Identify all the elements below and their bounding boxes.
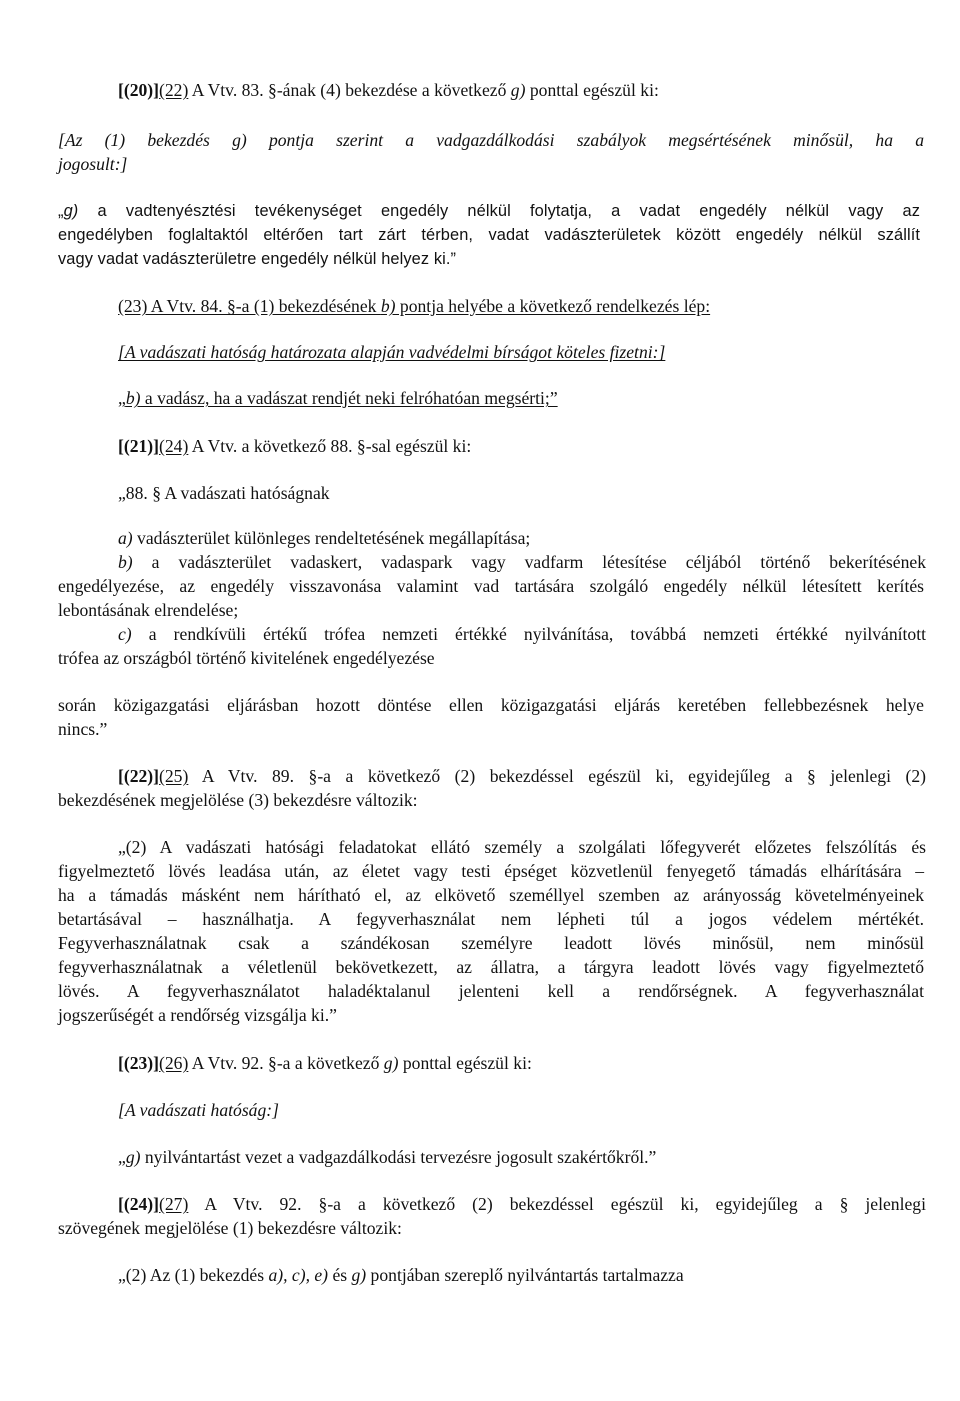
section-89-2: lövés. A fegyverhasználatot haladéktalanul jelenteni kell a rendőrségnek. A fegyverhasználat — [58, 981, 924, 1001]
deleted-number: [(22)] — [118, 766, 160, 786]
context-line-inserted: [A vadászati hatóság határozata alapján vadvédelmi bírságot köteles fizetni:] — [118, 342, 666, 362]
point-b: engedélyezése, az engedély visszavonása valamint vad tartására szolgáló engedély nélkül létesített kerítés — [58, 576, 924, 596]
section-89-2: ha a támadás másként nem hárítható el, az elkövető személlyel szemben az arányosság követelményeinek — [58, 885, 924, 905]
section-88-intro: „88. § A vadászati hatóságnak — [118, 483, 330, 503]
quoted-provision: „g) a vadtenyésztési tevékenységet engedély nélkül folytatja, a vadat engedély nélkül vagy az — [58, 202, 920, 220]
context-line: [A vadászati hatóság:] — [118, 1100, 279, 1120]
quoted-provision: engedélyben foglaltaktól eltérően tart zárt térben, vadat vadászterületek között engedély nélkül szállít — [58, 226, 920, 244]
inserted-number: (26) — [159, 1053, 189, 1073]
inserted-number: (24) — [159, 436, 189, 456]
amendment-22: [(22)](25) A Vtv. 89. §-a a következő (2) bekezdéssel egészül ki, egyidejűleg a § jelenlegi (2) — [118, 766, 926, 786]
section-89-2: fegyverhasználatnak a véletlenül bekövetkezett, az állatra, a tárgyra leadott lövés vagy figyelmeztető — [58, 957, 924, 977]
amendment-20: [(20)](22) A Vtv. 83. §-ának (4) bekezdése a következő g) ponttal egészül ki: — [118, 80, 659, 100]
point-c: c) a rendkívüli értékű trófea nemzeti értékké nyilvánítása, továbbá nemzeti értékké nyilvánított — [118, 624, 926, 644]
section-88-closing: nincs.” — [58, 719, 108, 739]
section-89-2: jogszerűségét a rendőrség vizsgálja ki.” — [58, 1005, 337, 1025]
amendment-24: szövegének megjelölése (1) bekezdésre változik: — [58, 1218, 402, 1238]
quoted-provision-inserted: „b) a vadász, ha a vadászat rendjét neki felróhatóan megsérti;” — [118, 388, 558, 408]
deleted-number: [(20)] — [118, 80, 160, 100]
point-b: lebontásának elrendelése; — [58, 600, 239, 620]
amendment-23-92: [(23)](26) A Vtv. 92. §-a a következő g) ponttal egészül ki: — [118, 1053, 532, 1073]
quoted-provision: „g) nyilvántartást vezet a vadgazdálkodási tervezésre jogosult szakértőkről.” — [118, 1147, 657, 1167]
inserted-number: (25) — [159, 766, 189, 786]
amendment-23: (23) A Vtv. 84. §-a (1) bekezdésének b) pontja helyébe a következő rendelkezés lép: — [118, 296, 711, 316]
section-92-2: „(2) Az (1) bekezdés a), c), e) és g) pontjában szereplő nyilvántartás tartalmazza — [118, 1265, 684, 1285]
section-89-2: figyelmeztető lövés leadása után, az életet vagy testi épséget közvetlenül fenyegető támadás elhárítására – — [58, 861, 924, 881]
quoted-provision: vagy vadat vadászterületre engedély nélkül helyez ki.” — [58, 250, 457, 268]
amendment-21: [(21)](24) A Vtv. a következő 88. §-sal egészül ki: — [118, 436, 472, 456]
section-89-2: Fegyverhasználatnak csak a szándékosan személyre leadott lövés minősül, nem minősül — [58, 933, 924, 953]
deleted-number: [(23)] — [118, 1053, 160, 1073]
amendment-22: bekezdésének megjelölése (3) bekezdésre változik: — [58, 790, 418, 810]
point-b: b) a vadászterület vadaskert, vadaspark vagy vadfarm létesítése céljából történő bekerítésének — [118, 552, 926, 572]
section-89-2: „(2) A vadászati hatósági feladatokat ellátó személy a szolgálati lőfegyverét előzetes felszólítás és — [118, 837, 926, 857]
section-88-closing: során közigazgatási eljárásban hozott döntése ellen közigazgatási eljárás keretében fellebbezésnek helye — [58, 695, 924, 715]
deleted-number: [(21)] — [118, 436, 160, 456]
context-line: [Az (1) bekezdés g) pontja szerint a vadgazdálkodási szabályok megsértésének minősül, ha a — [58, 130, 924, 150]
section-89-2: betartásával – használhatja. A fegyverhasználat nem lépheti túl a jogos védelem mértékét. — [58, 909, 924, 929]
point-a: a) vadászterület különleges rendeltetésének megállapítása; — [118, 528, 531, 548]
point-c: trófea az országból történő kivitelének engedélyezése — [58, 648, 435, 668]
inserted-number: (27) — [159, 1194, 189, 1214]
deleted-number: [(24)] — [118, 1194, 160, 1214]
amendment-24: [(24)](27) A Vtv. 92. §-a a következő (2) bekezdéssel egészül ki, egyidejűleg a § jelenlegi — [118, 1194, 926, 1214]
context-line: jogosult:] — [58, 154, 128, 174]
inserted-number: (22) — [159, 80, 189, 100]
